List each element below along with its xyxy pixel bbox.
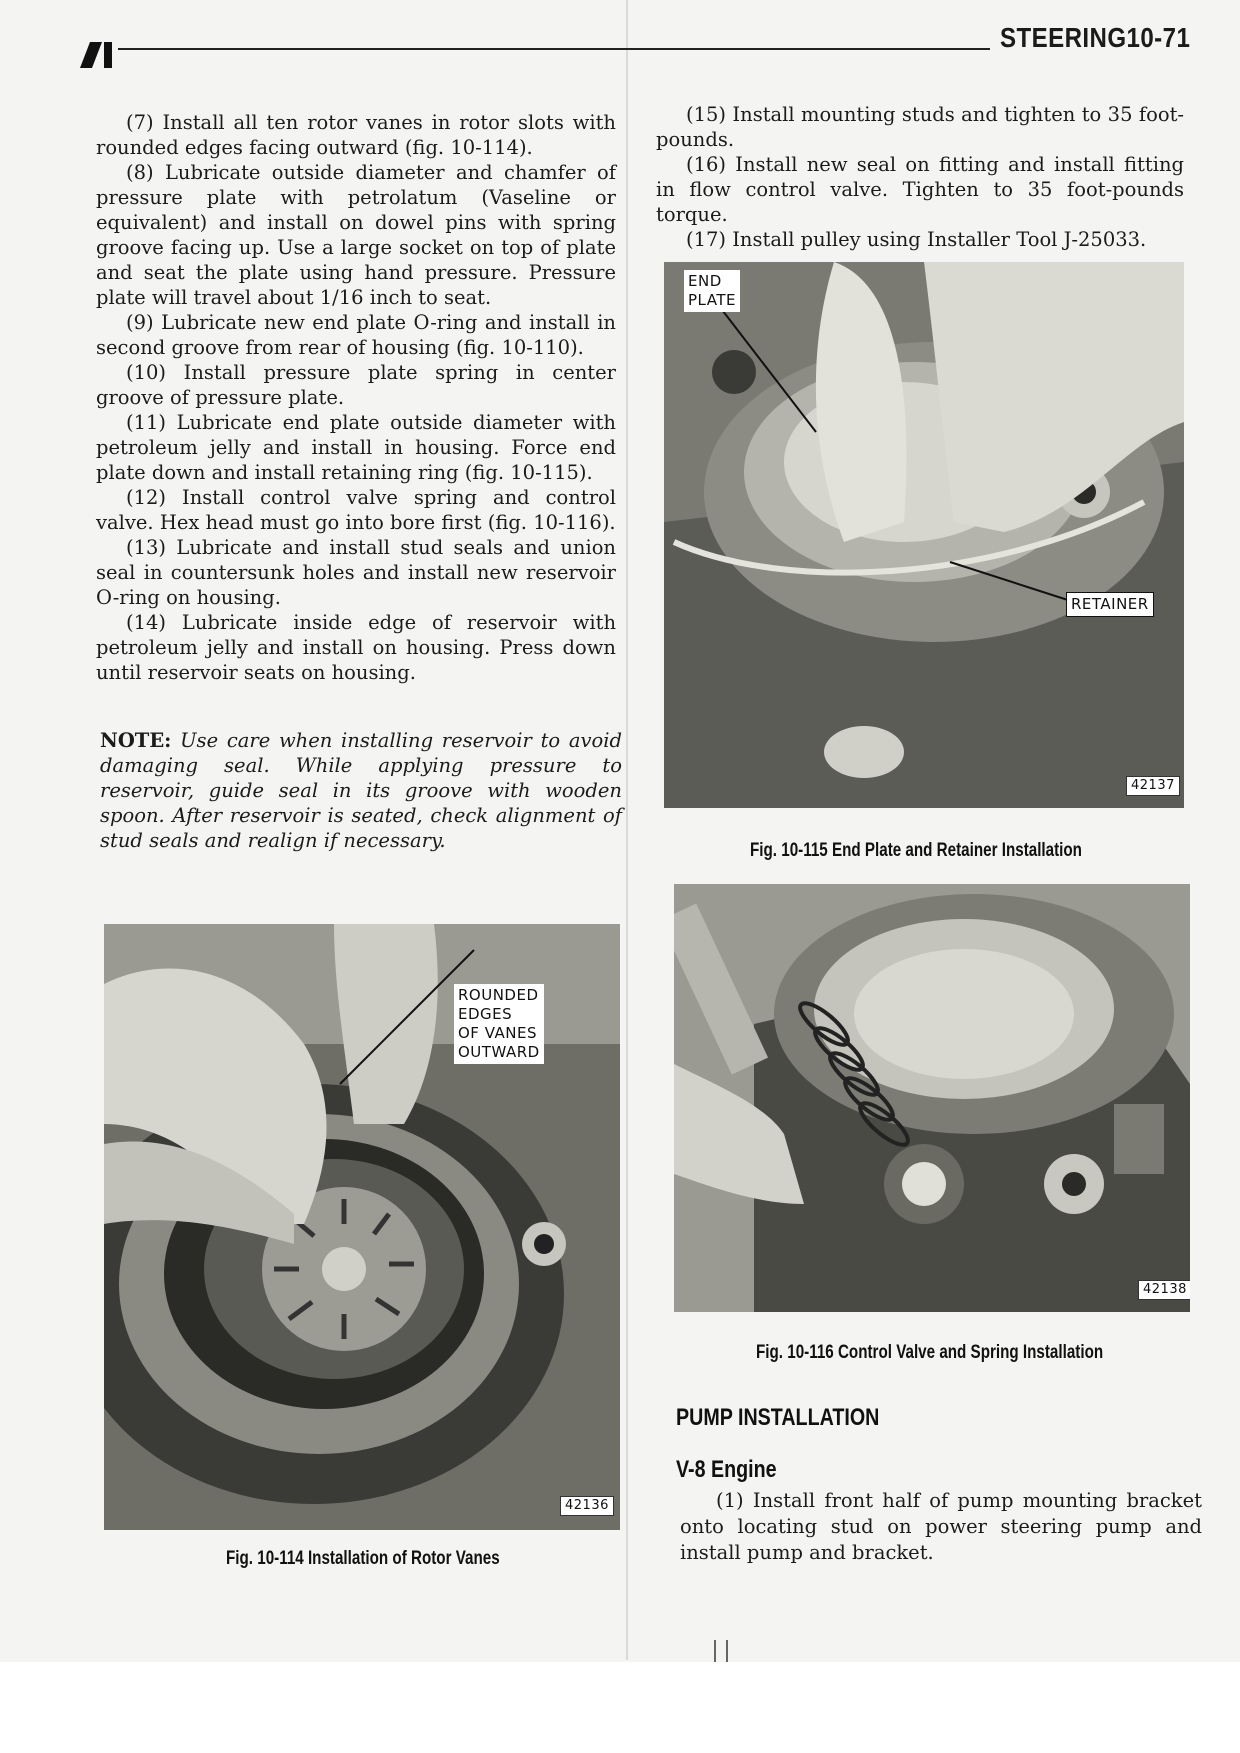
step-8: (8) Lubricate outside diameter and chamfer of pressure plate with petrolatum (Vaseline or equivalent) and install on dowel pins with spring groove facing up. Use a large socket on top of plate and seat the plate using hand pressure. Pressure plate will travel about 1/16 inch to seat.: [96, 161, 616, 309]
caption-fig-10-114: Fig. 10-114 Installation of Rotor Vanes: [226, 1548, 500, 1569]
step-14: (14) Lubricate inside edge of reservoir with petroleum jelly and install on housing. Press down until reservoir seats on housing.: [96, 611, 616, 684]
step-9: (9) Lubricate new end plate O-ring and install in second groove from rear of housing (fig. 10-110).: [96, 311, 616, 359]
section-heading-pump-installation: PUMP INSTALLATION: [676, 1404, 880, 1431]
figure-rotor-vanes-photo: [104, 924, 620, 1530]
end-plate-illustration: [664, 262, 1184, 808]
note-text: Use care when installing reservoir to avoid damaging seal. While applying pressure to reservoir, guide seal in its groove with wooden spoon. After reservoir is seated, check alignment of stud seals and realign if necessary.: [100, 729, 622, 852]
control-valve-illustration: [674, 884, 1190, 1312]
brand-logo-icon: [80, 42, 114, 68]
header-rule: [118, 48, 990, 50]
caption-fig-10-116: Fig. 10-116 Control Valve and Spring Installation: [756, 1342, 1104, 1363]
pump-step-1: (1) Install front half of pump mounting bracket onto locating stud on power steering pump and install pump and bracket.: [680, 1489, 1202, 1564]
right-column-text: [656, 102, 1184, 252]
pump-installation-text: [680, 1488, 1202, 1566]
step-15: (15) Install mounting studs and tighten to 35 foot-pounds.: [656, 103, 1184, 151]
step-12: (12) Install control valve spring and control valve. Hex head must go into bore first (fig. 10-116).: [96, 486, 616, 534]
figure-number-42137: 42137: [1126, 776, 1180, 796]
step-13: (13) Lubricate and install stud seals and union seal in countersunk holes and install new reservoir O-ring on housing.: [96, 536, 616, 609]
callout-retainer: RETAINER: [1066, 592, 1154, 617]
page-header-title: STEERING10-71: [1000, 22, 1191, 53]
note-label: NOTE:: [100, 729, 172, 752]
step-17: (17) Install pulley using Installer Tool J-25033.: [686, 228, 1147, 251]
figure-end-plate-photo: [664, 262, 1184, 808]
page-bottom-margin: [0, 1662, 1240, 1753]
step-11: (11) Lubricate end plate outside diameter with petroleum jelly and install in housing. Force end plate down and install retaining ring (fig. 10-115).: [96, 411, 616, 484]
figure-number-42138: 42138: [1138, 1280, 1190, 1300]
callout-rounded-edges: ROUNDED EDGES OF VANES OUTWARD: [454, 984, 544, 1064]
figure-number-42136: 42136: [560, 1496, 614, 1516]
figure-control-valve-photo: [674, 884, 1190, 1312]
binding-mark: [714, 1640, 728, 1662]
step-16: (16) Install new seal on fitting and install fitting in flow control valve. Tighten to 35 foot-pounds torque.: [656, 153, 1184, 226]
caption-fig-10-115: Fig. 10-115 End Plate and Retainer Installation: [750, 840, 1082, 861]
left-column-text: [96, 110, 616, 685]
note-block: [100, 728, 622, 853]
step-7: (7) Install all ten rotor vanes in rotor slots with rounded edges facing outward (fig. 10-114).: [96, 111, 616, 159]
callout-end-plate: END PLATE: [684, 270, 740, 312]
center-gutter: [626, 0, 628, 1660]
step-10: (10) Install pressure plate spring in center groove of pressure plate.: [96, 361, 616, 409]
subheading-v8-engine: V-8 Engine: [676, 1456, 777, 1483]
